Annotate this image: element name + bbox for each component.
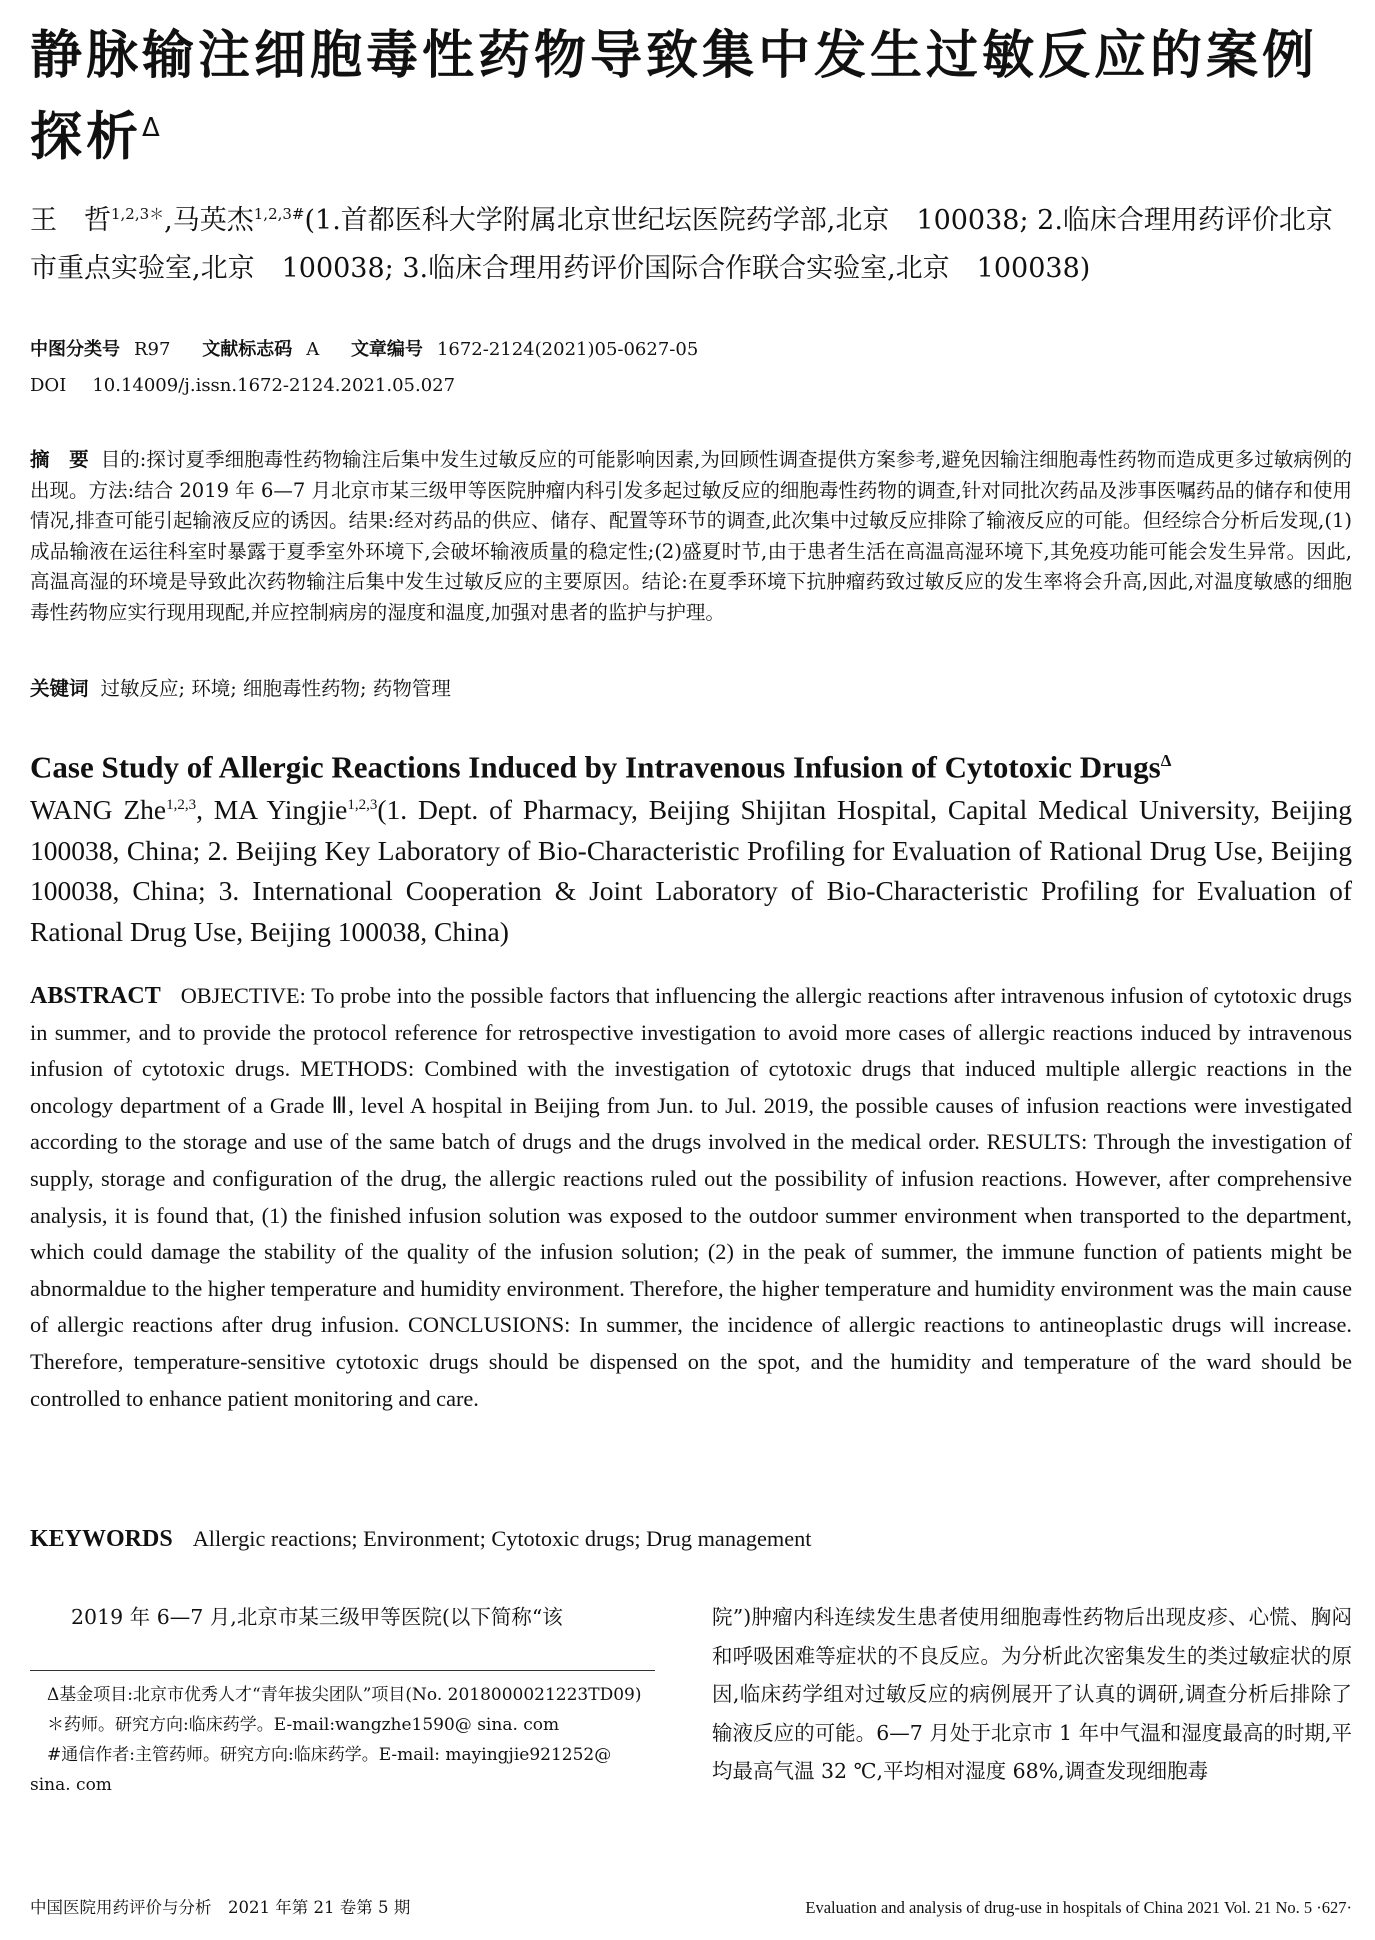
body-text-right-column: 院”)肿瘤内科连续发生患者使用细胞毒性药物后出现皮疹、心慌、胸闷和呼吸困难等症状的不良反应。为分析此次密集发生的类过敏症状的原因,临床药学组对过敏反应的病例展开了认真的调研,调查分析后排除了输液反应的可能。6—7 月处于北京市 1 年中气温和湿度最高的时期,平均最高气温 32 ℃,平均相对湿度 68%,调查发现细胞毒: [712, 1605, 1352, 1783]
english-title-mark: Δ: [1160, 751, 1172, 770]
english-author-name: MA Yingjie: [213, 794, 348, 826]
english-author-name: WANG Zhe: [30, 794, 167, 826]
clc-label: 中图分类号: [30, 339, 120, 360]
abstract-english: [30, 978, 1352, 1417]
title-fund-mark: Δ: [142, 113, 160, 143]
footer-journal-cn: 中国医院用药评价与分析 2021 年第 21 卷第 5 期: [30, 1898, 411, 1917]
english-title-text: Case Study of Allergic Reactions Induced by Intravenous Infusion of Cytotoxic Drugs: [30, 749, 1161, 785]
keywords-en-label: KEYWORDS: [30, 1526, 173, 1552]
abstract-cn-text: 目的:探讨夏季细胞毒性药物输注后集中发生过敏反应的可能影响因素,为回顾性调查提供方案参考,避免因输注细胞毒性药物而造成更多过敏病例的出现。方法:结合 2019 年 6—7 月北京市某三级甲等医院肿瘤内科引发多起过敏反应的细胞毒性药物的调查,针对同批次药品及涉事医嘱药品的储存和使用情况,排查可能引起输液反应的诱因。结果:经对药品的供应、储存、配置等环节的调查,此次集中过敏反应排除了输液反应的可能。但经综合分析后发现,(1)成品输液在运往科室时暴露于夏季室外环境下,会破坏输液质量的稳定性;(2)盛夏时节,由于患者生活在高温高湿环境下,其免疫功能可能会发生异常。因此,高温高湿的环境是导致此次药物输注后集中发生过敏反应的主要原因。结论:在夏季环境下抗肿瘤药致过敏反应的发生率将会升高,因此,对温度敏感的细胞毒性药物应实行现用现配,并应控制病房的湿度和温度,加强对患者的监护与护理。: [30, 448, 1352, 624]
keywords-chinese: [30, 674, 1352, 704]
author-affiliation: (1.首都医科大学附属北京世纪坛医院药学部,北京 100038; 2.临床合理用药评价北京市重点实验室,北京 100038; 3.临床合理用药评价国际合作联合实验室,北京 100038): [30, 205, 1333, 284]
title-text: 静脉输注细胞毒性药物导致集中发生过敏反应的案例探析: [30, 26, 1319, 168]
author-sup: 1,2,3#: [253, 205, 305, 223]
abstract-chinese: [30, 445, 1352, 628]
fund-footnote: Δ基金项目:北京市优秀人才“青年拔尖团队”项目(No. 2018000021223TD09): [47, 1685, 642, 1705]
keywords-cn-text: 过敏反应; 环境; 细胞毒性药物; 药物管理: [100, 677, 451, 700]
classification-row: [30, 332, 1350, 368]
author-footnote: ＊药师。研究方向:临床药学。E-mail:wangzhe1590@ sina. com: [47, 1715, 560, 1735]
english-author-sup: 1,2,3: [347, 797, 378, 813]
article-meta: [30, 332, 1350, 404]
abstract-cn-label: 摘 要: [30, 448, 89, 471]
abstract-en-label: ABSTRACT: [30, 983, 161, 1009]
article-title: [30, 20, 1355, 173]
keywords-english: [30, 1522, 1352, 1556]
corresponding-author-footnote: #通信作者:主管药师。研究方向:临床药学。E-mail: mayingjie921252@ sina. com: [30, 1745, 612, 1795]
footer-journal-en: Evaluation and analysis of drug-use in hospitals of China 2021 Vol. 21 No. 5 ·627·: [805, 1898, 1352, 1917]
doi-row: [30, 368, 1350, 404]
english-title: [30, 740, 1350, 788]
author-line: 王 哲$^{1,2,3*}$,马英杰$^{1,2,3\#}$(1.首都医科大学附属北京世纪坛医院药学部,北京 100038; 2.临床合理用药评价北京市重点实验室,北京 100038; 3.临床合理用药评价国际合作联合实验室,北京 100038): [30, 205, 1333, 284]
clc-value: R97: [134, 339, 171, 360]
author-sup: 1,2,3＊: [111, 205, 165, 223]
english-affiliation: (1. Dept. of Pharmacy, Beijing Shijitan Hospital, Capital Medical University, Beijing 100038, China; 2. Beijing Key Laboratory of Bio-Characteristic Profiling for Evaluation of Rational Drug Use, Beijing 100038, China; 3. International Cooperation & Joint Laboratory of Bio-Characteristic Profiling for Evaluation of Rational Drug Use, Beijing 100038, China): [30, 794, 1352, 947]
keywords-en-text: Allergic reactions; Environment; Cytotoxic drugs; Drug management: [192, 1526, 812, 1551]
english-author-sup: 1,2,3: [166, 797, 197, 813]
article-no-label: 文章编号: [350, 339, 423, 360]
footnote-divider: [30, 1670, 655, 1671]
doc-code-value: A: [306, 339, 320, 360]
author-name: 马英杰: [172, 205, 254, 236]
keywords-cn-label: 关键词: [30, 677, 89, 700]
body-text-left-column: 2019 年 6—7 月,北京市某三级甲等医院(以下简称“该: [71, 1605, 563, 1629]
author-name: 王 哲: [30, 205, 111, 236]
footnotes: [30, 1680, 655, 1800]
doi-label: DOI: [30, 375, 67, 396]
page-footer: [30, 1896, 1352, 1920]
article-no-value: 1672-2124(2021)05-0627-05: [436, 339, 699, 360]
doc-code-label: 文献标志码: [202, 339, 293, 360]
english-authors: WANG Zhe$^{1,2,3}$, MA Yingjie$^{1,2,3}$(1. Dept. of Pharmacy, Beijing Shijitan Hospital, Capital Medical University, Beijing 100038, China; 2. Beijing Key Laboratory of Bio-Characteristic Profiling for Evaluation of Rational Drug Use, Beijing 100038, China; 3. International Cooperation & Joint Laboratory of Bio-Characteristic Profiling for Evaluation of Rational Drug Use, Beijing 100038, China): [30, 794, 1352, 947]
abstract-en-text: OBJECTIVE: To probe into the possible factors that influencing the allergic reactions after intravenous infusion of cytotoxic drugs in summer, and to provide the protocol reference for retrospective investigation to avoid more cases of allergic reactions induced by intravenous infusion of cytotoxic drugs. METHODS: Combined with the investigation of cytotoxic drugs that induced multiple allergic reactions in the oncology department of a Grade Ⅲ, level A hospital in Beijing from Jun. to Jul. 2019, the possible causes of infusion reactions were investigated according to the storage and use of the same batch of drugs and the drugs involved in the medical order. RESULTS: Through the investigation of supply, storage and configuration of the drug, the allergic reactions ruled out the possibility of infusion reactions. However, after comprehensive analysis, it is found that, (1) the finished infusion solution was exposed to the outdoor summer environment when transported to the department, which could damage the stability of the quality of the infusion solution; (2) in the peak of summer, the immune function of patients might be abnormaldue to the higher temperature and humidity environment. Therefore, the higher temperature and humidity environment was the main cause of allergic reactions after drug infusion. CONCLUSIONS: In summer, the incidence of allergic reactions to antineoplastic drugs will increase. Therefore, temperature-sensitive cytotoxic drugs should be dispensed on the spot, and the humidity and temperature of the ward should be controlled to enhance patient monitoring and care.: [30, 983, 1352, 1411]
doi-value: 10.14009/j.issn.1672-2124.2021.05.027: [92, 375, 456, 396]
